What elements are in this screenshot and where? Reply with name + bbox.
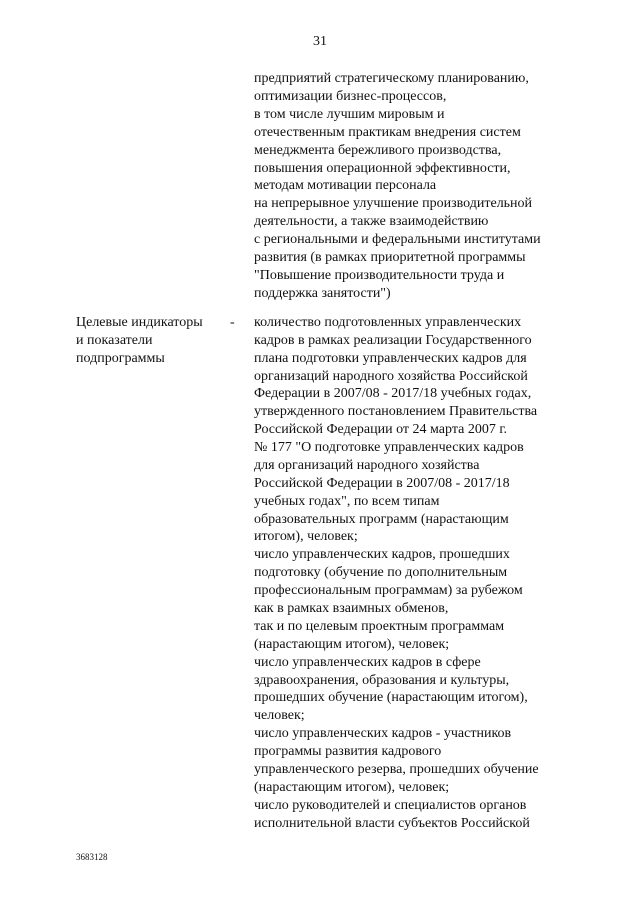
text-line: исполнительной власти субъектов Российской [254, 816, 530, 831]
text-line: программы развития кадрового [254, 744, 442, 759]
label-line: Целевые индикаторы [76, 315, 203, 330]
text-line: повышения операционной эффективности, [254, 161, 511, 176]
text-line: здравоохранения, образования и культуры, [254, 673, 510, 688]
text-line: отечественным практикам внедрения систем [254, 125, 521, 140]
text-line: Российской Федерации в 2007/08 - 2017/18 [254, 476, 510, 491]
text-line: образовательных программ (нарастающим [254, 512, 509, 527]
text-line: как в рамках взаимных обменов, [254, 601, 449, 616]
text-line: утвержденного постановлением Правительства [254, 404, 538, 419]
text-line: Федерации в 2007/08 - 2017/18 учебных годах, [254, 386, 532, 401]
text-line: так и по целевым проектным программам [254, 619, 505, 634]
text-line: Российской Федерации от 24 марта 2007 г. [254, 422, 508, 437]
text-line: (нарастающим итогом), человек; [254, 637, 450, 652]
row-dash: - [230, 315, 235, 330]
text-line: в том числе лучшим мировым и [254, 107, 445, 122]
text-line: оптимизации бизнес-процессов, [254, 89, 447, 104]
label-line: и показатели [76, 333, 153, 348]
text-line: поддержка занятости") [254, 286, 391, 301]
text-line: развития (в рамках приоритетной программы [254, 250, 526, 265]
text-line: деятельности, а также взаимодействию [254, 214, 489, 229]
text-line: с региональными и федеральными институтами [254, 232, 541, 247]
text-line: человек; [254, 708, 305, 723]
text-line: кадров в рамках реализации Государственного [254, 333, 532, 348]
text-line: для организаций народного хозяйства [254, 458, 480, 473]
text-line: число руководителей и специалистов органов [254, 798, 527, 813]
text-line: управленческого резерва, прошедших обучение [254, 762, 539, 777]
text-line: менеджмента бережливого производства, [254, 143, 502, 158]
text-line: № 177 "О подготовке управленческих кадров [254, 440, 524, 455]
text-line: число управленческих кадров - участников [254, 726, 512, 741]
text-line: методам мотивации персонала [254, 178, 437, 193]
text-line: организаций народного хозяйства Российской [254, 369, 528, 384]
text-line: число управленческих кадров в сфере [254, 655, 481, 670]
document-code: 3683128 [76, 852, 108, 862]
text-line: "Повышение производительности труда и [254, 268, 505, 283]
text-line: количество подготовленных управленческих [254, 315, 522, 330]
text-line: (нарастающим итогом), человек; [254, 780, 450, 795]
text-line: на непрерывное улучшение производительной [254, 196, 533, 211]
text-line: подготовку (обучение по дополнительным [254, 565, 508, 580]
text-line: профессиональным программам) за рубежом [254, 583, 523, 598]
label-line: подпрограммы [76, 351, 165, 366]
text-line: учебных годах", по всем типам [254, 494, 440, 509]
text-line: число управленческих кадров, прошедших [254, 547, 510, 562]
text-line: плана подготовки управленческих кадров для [254, 351, 527, 366]
page-number: 31 [313, 34, 327, 49]
text-line: итогом), человек; [254, 529, 358, 544]
text-line: прошедших обучение (нарастающим итогом), [254, 690, 528, 705]
text-line: предприятий стратегическому планированию, [254, 71, 529, 86]
